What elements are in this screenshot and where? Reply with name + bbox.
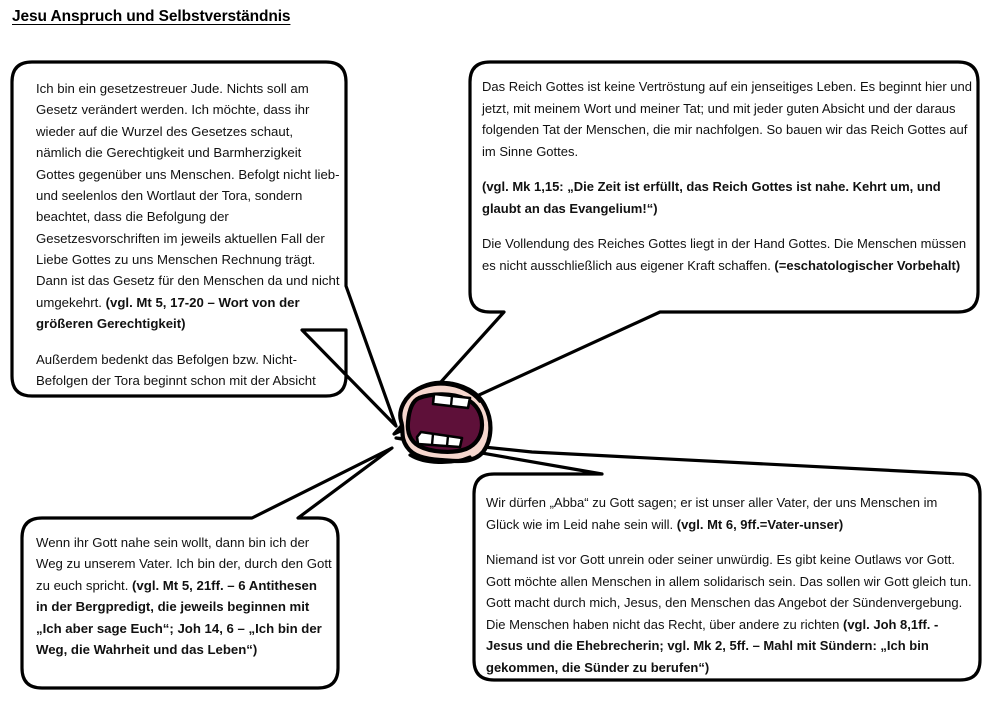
paragraph (36, 532, 332, 660)
body-run: Ich bin ein gesetzestreuer Jude. Nichts soll am Gesetz verändert werden. Ich möchte, dass ihr wieder auf die Wurzel des Gesetzes schaut, nämlich die Gerechtigkeit und Barmherzigkeit Gottes gegenüber uns Menschen. Befolgt nicht lieb- und seelenlos den Wortlaut der Tora, sondern beachtet, dass die Befolgung der Gesetzesvorschriften im jeweils aktuellen Fall der Liebe Gottes zu uns Menschen Rechnung trägt. Dann ist das Gesetz für den Menschen da und nicht umgekehrt. (36, 81, 340, 310)
body-run: Niemand ist vor Gott unrein oder seiner unwürdig. Es gibt keine Outlaws vor Gott. Gott möchte allen Menschen in allem solidarisch sein. Das sollen wir Gott gleich tun. Gott macht durch mich, Jesus, den Menschen das Angebot der Sündenvergebung. Die Menschen haben nicht das Recht, über andere zu richten (486, 552, 972, 632)
bubble-text-abba (486, 492, 972, 679)
bible-reference: (vgl. Mt 5, 17-20 – Wort von der größeren Gerechtigkeit) (36, 294, 300, 332)
bible-reference: (vgl. Mt 5, 21ff. – 6 Antithesen in der Bergpredigt, die jeweils beginnen mit „Ich aber sage Euch“; Joh 14, 6 – „Ich bin der Weg, die Wahrheit und das Leben“) (36, 577, 322, 657)
bible-reference: (vgl. Mt 6, 9ff.=Vater-unser) (676, 516, 844, 532)
page-title: Jesu Anspruch und Selbstverständnis (12, 8, 291, 25)
paragraph (486, 549, 972, 678)
lower-teeth-divider-1 (432, 434, 433, 445)
paragraph (36, 349, 342, 392)
bubble-text-way (36, 532, 332, 660)
paragraph (36, 78, 342, 335)
bible-reference: (vgl. Mk 1,15: „Die Zeit ist erfüllt, das Reich Gottes ist nahe. Kehrt um, und glaubt an das Evangelium!“) (482, 179, 941, 216)
paragraph (486, 492, 972, 535)
paragraph (482, 176, 972, 219)
lower-teeth-divider-2 (447, 436, 448, 446)
body-run: Das Reich Gottes ist keine Vertröstung auf ein jenseitiges Leben. Es beginnt hier und jetzt, mit meinem Wort und meiner Tat; und mit jeder guten Absicht und der daraus folgenden Tat der Menschen, die mir nachfolgen. So bauen wir das Reich Gottes auf im Sinne Gottes. (482, 79, 972, 159)
body-run: Außerdem bedenkt das Befolgen bzw. Nicht-Befolgen der Tora beginnt schon mit der Absicht (36, 351, 316, 388)
body-run: Die Vollendung des Reiches Gottes liegt in der Hand Gottes. Die Menschen müssen es nicht ausschließlich aus eigener Kraft schaffen. (482, 236, 967, 274)
paragraph (482, 233, 972, 276)
body-run: Wir dürfen „Abba“ zu Gott sagen; er ist unser aller Vater, der uns Menschen im Glück wie im Leid nahe sein will. (486, 495, 938, 532)
body-run: Wenn ihr Gott nahe sein wollt, dann bin ich der Weg zu unserem Vater. Ich bin der, durch den Gott zu euch spricht. (36, 535, 332, 593)
bible-reference: (vgl. Joh 8,1ff. - Jesus und die Ehebrecherin; vgl. Mk 2, 5ff. – Mahl mit Sündern: „Ich bin gekommen, die Sünder zu berufen“) (486, 616, 939, 676)
bubble-text-law (36, 78, 342, 391)
open-mouth-icon (400, 383, 490, 463)
bubble-text-kingdom (482, 76, 972, 277)
paragraph (482, 76, 972, 162)
bible-reference: (=eschatologischer Vorbehalt) (774, 258, 961, 274)
upper-teeth-divider (451, 396, 452, 406)
